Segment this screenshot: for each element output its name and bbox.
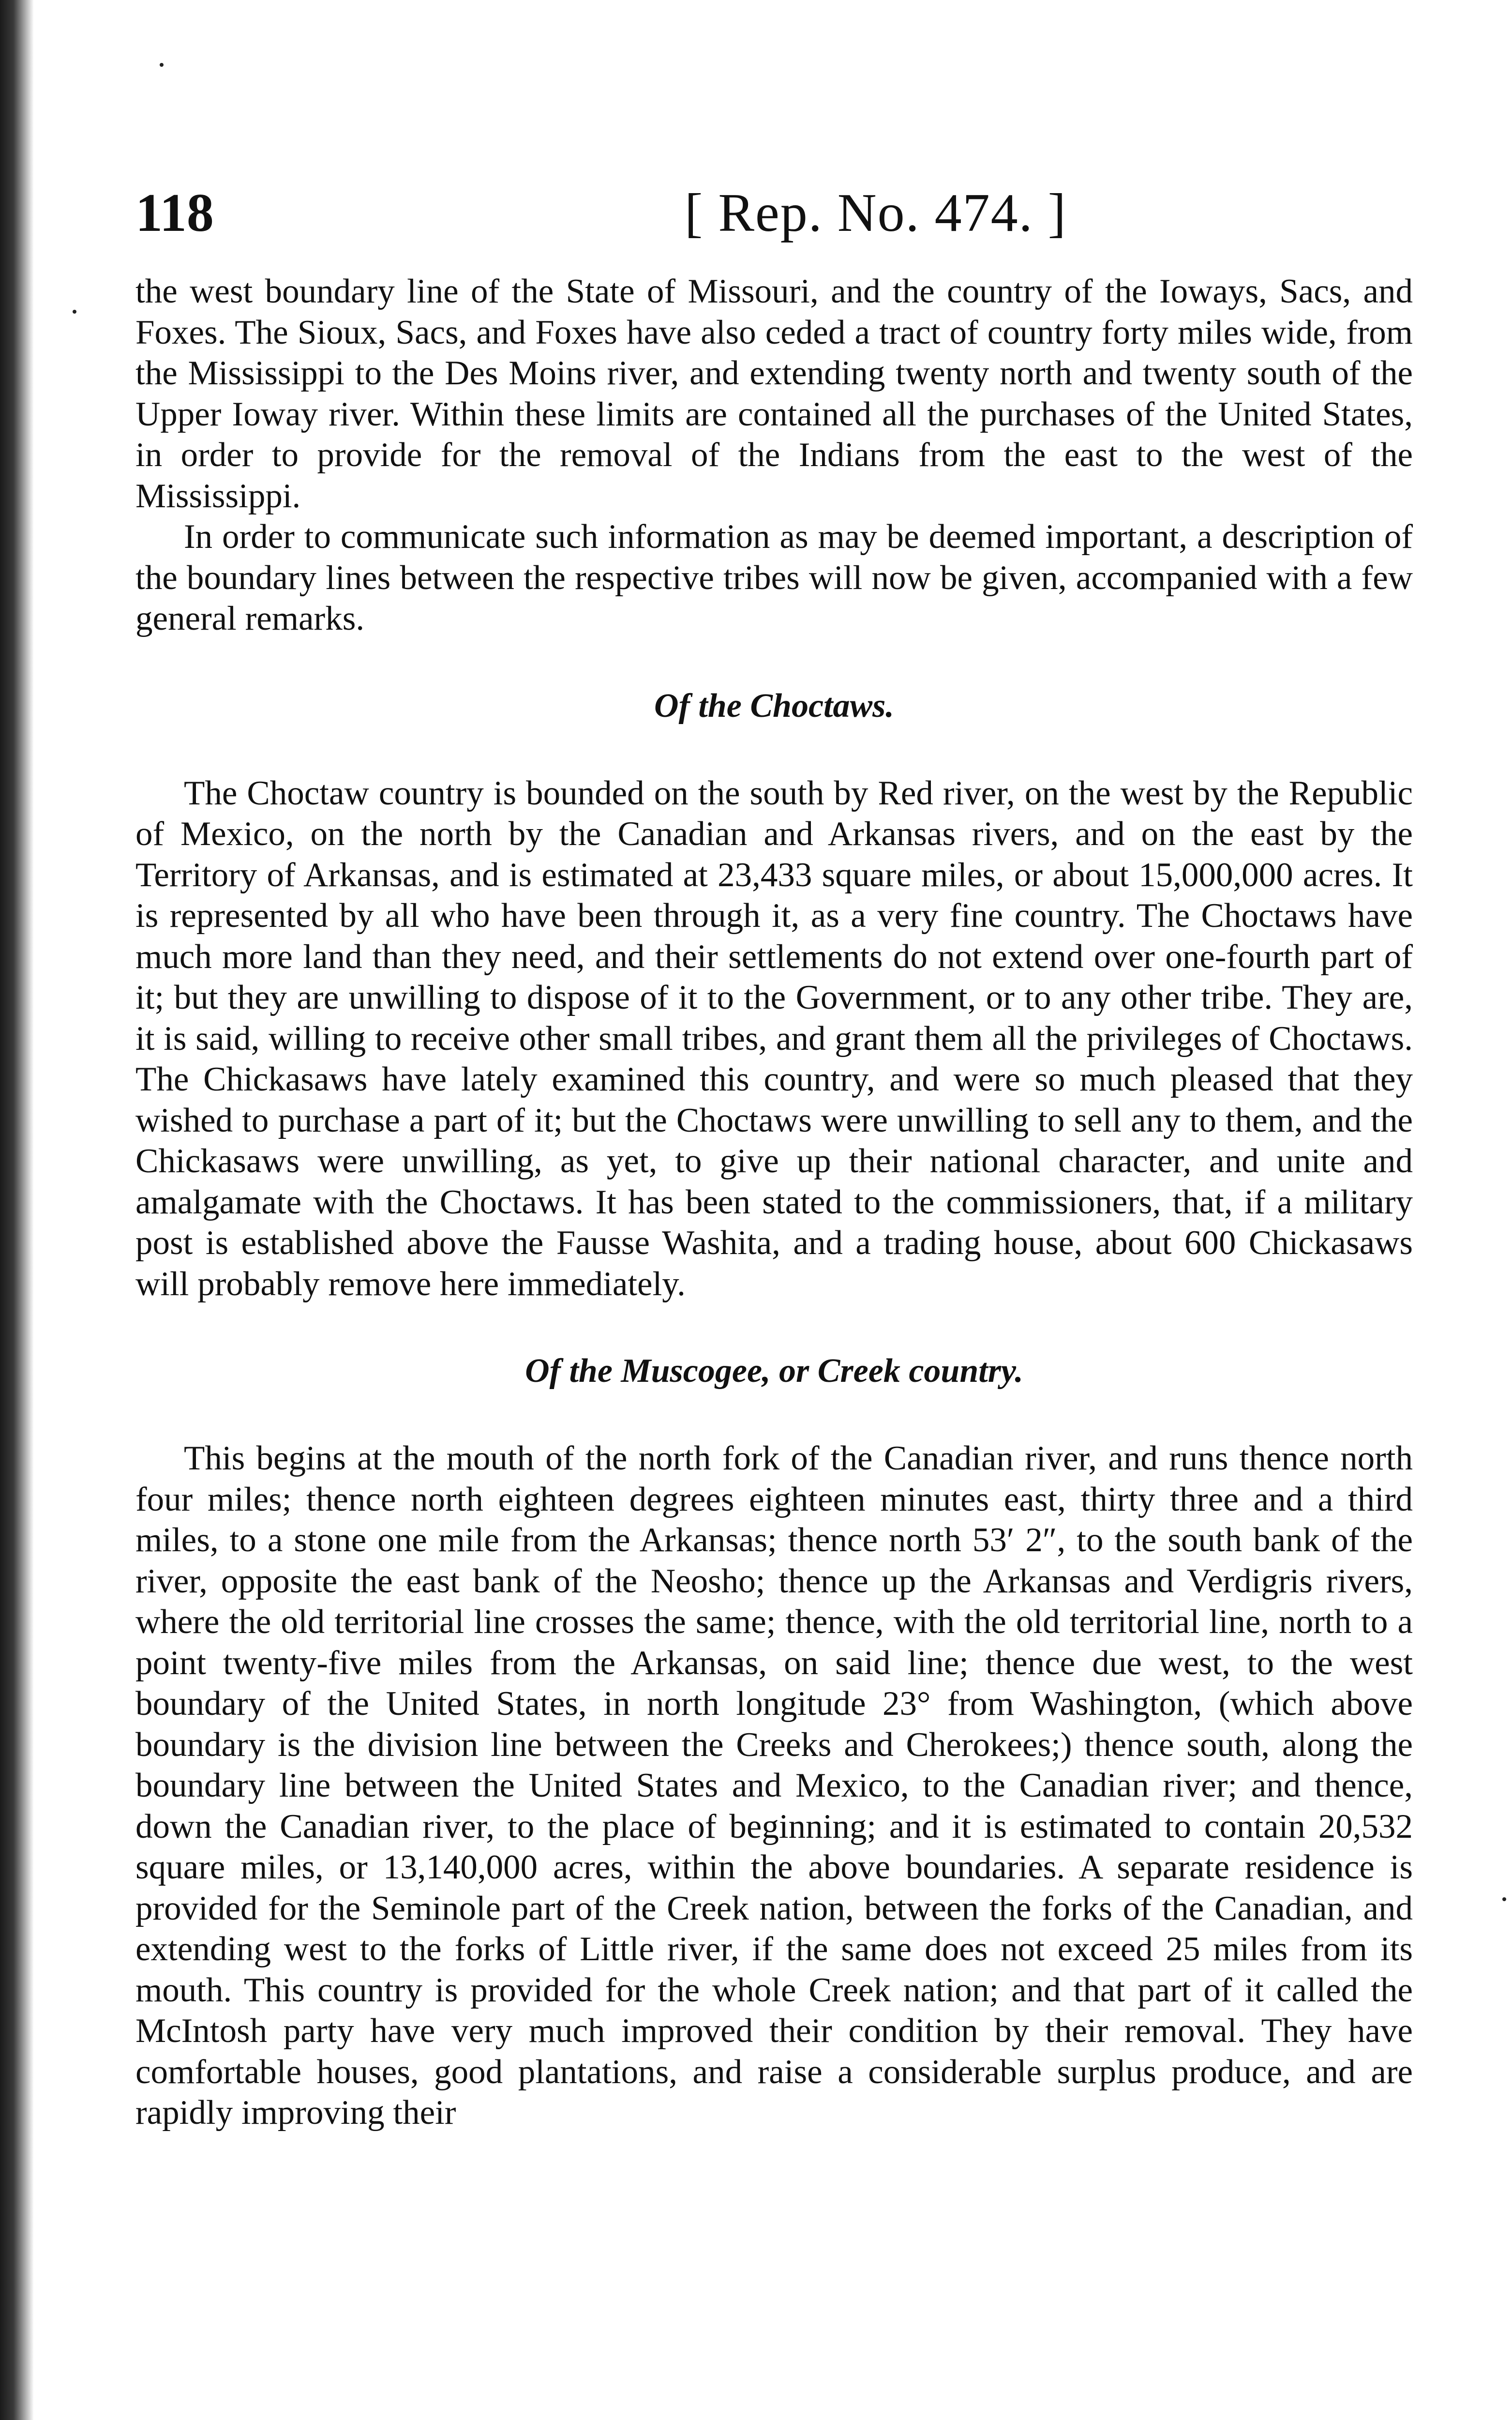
running-head: [ Rep. No. 474. ] bbox=[685, 183, 1067, 243]
paragraph-intro: In order to communicate such information as may be deemed important, a description of the boundary lines between the respective tribes will now be given, accompanied with a few general remarks. bbox=[135, 518, 1413, 637]
section-text-choctaws: The Choctaw country is bounded on the south by Red river, on the west by the Republic of Mexico, on the north by the Canadian and Arkansas rivers, and on the east by the Territory of Arkansas, and is estimated at 23,433 square miles, or about 15,000,000 acres. It is represented by all who have been through it, as a very fine country. The Choctaws have much more land than they need, and their settlements do not extend over one-fourth part of it; but they are unwilling to dispose of it to the Government, or to any other tribe. They are, it is said, willing to receive other small tribes, and grant them all the privileges of Choctaws. The Chickasaws have lately examined this country, and were so much pleased that they wished to purchase a part of it; but the Choctaws were unwilling to sell any to them, and the Chickasaws were unwilling, as yet, to give up their national character, and unite and amalgamate with the Choctaws. It has been stated to the commissioners, that, if a military post is established above the Fausse Washita, and a trading house, about 600 Chickasaws will probably remove here immediately. bbox=[135, 774, 1413, 1303]
page-speck bbox=[73, 310, 76, 314]
section-text-creek: This begins at the mouth of the north fork of the Canadian river, and runs thence north four miles; thence north eighteen degrees eighteen minutes east, thirty three and a third miles, to a stone one mile from the Arkansas; thence north 53′ 2″, to the south bank of the river, opposite the east bank of the Neosho; thence up the Arkansas and Verdigris rivers, where the old territorial line crosses the same; thence, with the old territorial line, north to a point twenty-five miles from the Arkansas, on said line; thence due west, to the west boundary of the United States, in north longitude 23° from Washington, (which above boundary is the division line between the Creeks and Cherokees;) thence south, along the boundary line between the United States and Mexico, to the Canadian river; and thence, down the Canadian river, to the place of beginning; and it is estimated to contain 20,532 square miles, or 13,140,000 acres, within the above boundaries. A separate residence is provided for the Seminole part of the Creek nation, between the forks of the Canadian, and extending west to the forks of Little river, if the same does not exceed 25 miles from its mouth. This country is provided for the whole Creek nation; and that part of it called the McIntosh party have very much improved their condition by their removal. They have comfortable houses, good plantations, and raise a considerable surplus produce, and are rapidly improving their bbox=[135, 1439, 1413, 2132]
paragraph-continued: the west boundary line of the State of Missouri, and the country of the Ioways, Sacs, and Foxes. The Sioux, Sacs, and Foxes have also ceded a tract of country forty miles wide, from the Mississippi to the Des Moins river, and extending twenty north and twenty south of the Upper Ioway river. Within these limits are contained all the purchases of the United States, in order to provide for the removal of the Indians from the east to the west of the Mississippi. bbox=[135, 272, 1413, 515]
section-heading-creek: Of the Muscogee, or Creek country. bbox=[525, 1352, 1023, 1390]
section-heading-choctaws: Of the Choctaws. bbox=[654, 687, 894, 725]
page-speck bbox=[160, 63, 164, 67]
body-text bbox=[135, 271, 1413, 2133]
page-binding-edge bbox=[0, 0, 34, 2420]
page-header bbox=[135, 179, 1422, 247]
page-speck bbox=[1502, 1897, 1506, 1901]
page-number: 118 bbox=[135, 183, 214, 243]
